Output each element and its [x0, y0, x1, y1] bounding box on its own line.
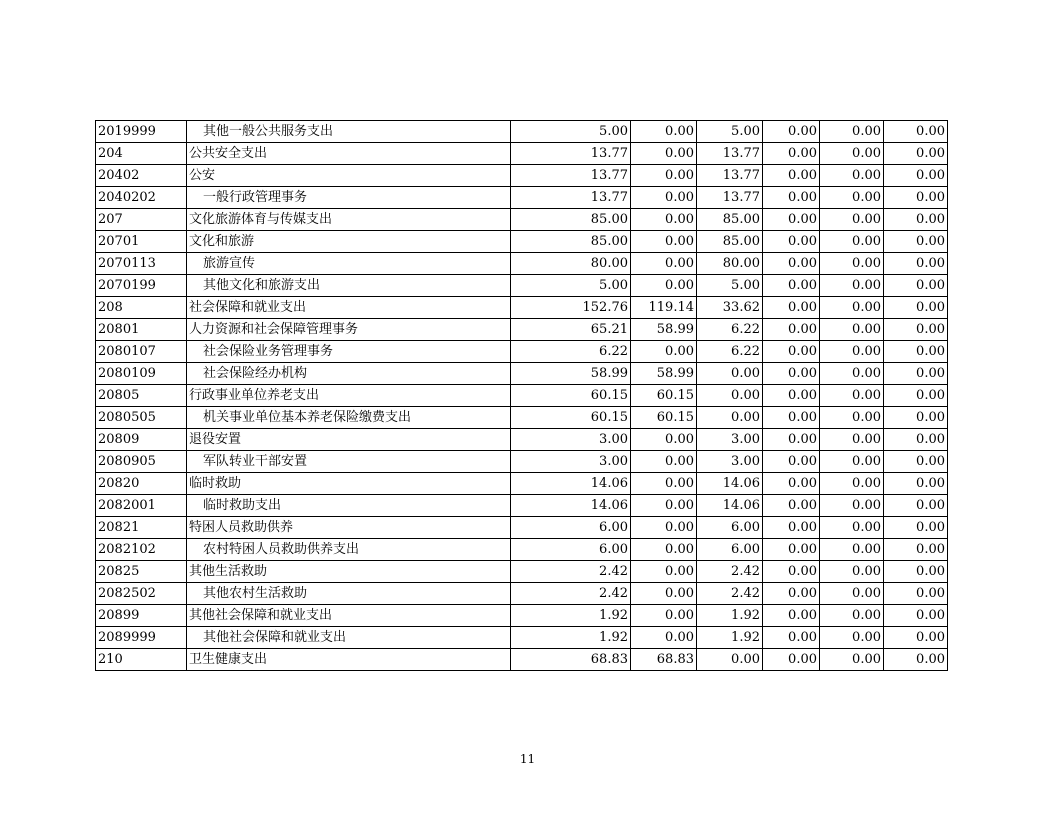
- amount-cell: 0.00: [820, 583, 884, 605]
- table-row: [96, 517, 948, 539]
- amount-cell: 0.00: [631, 495, 697, 517]
- amount-cell: 14.06: [511, 495, 631, 517]
- subject-code-cell: 2082001: [96, 495, 187, 517]
- page-number: 11: [519, 752, 536, 766]
- subject-code-cell: 20821: [96, 517, 187, 539]
- amount-cell: 14.06: [511, 473, 631, 495]
- amount-cell: 0.00: [884, 297, 948, 319]
- subject-name-cell: 其他生活救助: [187, 561, 511, 583]
- table-row: [96, 407, 948, 429]
- amount-cell: 0.00: [820, 341, 884, 363]
- amount-cell: 119.14: [631, 297, 697, 319]
- amount-cell: 1.92: [511, 605, 631, 627]
- amount-cell: 2.42: [511, 561, 631, 583]
- amount-cell: 0.00: [763, 319, 820, 341]
- amount-cell: 0.00: [884, 407, 948, 429]
- amount-cell: 0.00: [763, 363, 820, 385]
- amount-cell: 0.00: [820, 407, 884, 429]
- amount-cell: 0.00: [884, 231, 948, 253]
- subject-name-cell: 其他社会保障和就业支出: [187, 627, 511, 649]
- amount-cell: 0.00: [763, 275, 820, 297]
- amount-cell: 0.00: [820, 297, 884, 319]
- amount-cell: 0.00: [763, 451, 820, 473]
- table-row: [96, 605, 948, 627]
- subject-code-cell: 20809: [96, 429, 187, 451]
- table-row: [96, 253, 948, 275]
- amount-cell: 0.00: [763, 627, 820, 649]
- subject-code-cell: 20820: [96, 473, 187, 495]
- subject-name-cell: 文化和旅游: [187, 231, 511, 253]
- subject-name-cell: 临时救助: [187, 473, 511, 495]
- amount-cell: 0.00: [631, 209, 697, 231]
- table-row: [96, 187, 948, 209]
- amount-cell: 5.00: [697, 121, 763, 143]
- amount-cell: 1.92: [697, 627, 763, 649]
- table-row: [96, 583, 948, 605]
- amount-cell: 58.99: [631, 363, 697, 385]
- amount-cell: 0.00: [631, 605, 697, 627]
- amount-cell: 0.00: [884, 583, 948, 605]
- amount-cell: 5.00: [511, 275, 631, 297]
- amount-cell: 0.00: [884, 363, 948, 385]
- amount-cell: 6.00: [511, 517, 631, 539]
- subject-name-cell: 退役安置: [187, 429, 511, 451]
- amount-cell: 0.00: [884, 495, 948, 517]
- amount-cell: 0.00: [820, 385, 884, 407]
- table-row: [96, 209, 948, 231]
- amount-cell: 0.00: [631, 187, 697, 209]
- amount-cell: 6.00: [511, 539, 631, 561]
- subject-code-cell: 2080505: [96, 407, 187, 429]
- subject-name-cell: 其他一般公共服务支出: [187, 121, 511, 143]
- amount-cell: 85.00: [697, 209, 763, 231]
- amount-cell: 0.00: [820, 495, 884, 517]
- amount-cell: 0.00: [884, 341, 948, 363]
- subject-code-cell: 207: [96, 209, 187, 231]
- amount-cell: 0.00: [763, 143, 820, 165]
- amount-cell: 0.00: [884, 253, 948, 275]
- table-row: [96, 561, 948, 583]
- amount-cell: 0.00: [884, 451, 948, 473]
- amount-cell: 3.00: [697, 451, 763, 473]
- subject-code-cell: 20825: [96, 561, 187, 583]
- subject-name-cell: 机关事业单位基本养老保险缴费支出: [187, 407, 511, 429]
- subject-code-cell: 2040202: [96, 187, 187, 209]
- amount-cell: 60.15: [631, 407, 697, 429]
- amount-cell: 0.00: [820, 451, 884, 473]
- amount-cell: 0.00: [631, 275, 697, 297]
- amount-cell: 68.83: [631, 649, 697, 671]
- amount-cell: 2.42: [697, 561, 763, 583]
- subject-code-cell: 2082502: [96, 583, 187, 605]
- amount-cell: 0.00: [820, 187, 884, 209]
- subject-code-cell: 204: [96, 143, 187, 165]
- amount-cell: 13.77: [511, 165, 631, 187]
- amount-cell: 0.00: [763, 517, 820, 539]
- amount-cell: 0.00: [763, 187, 820, 209]
- table-row: [96, 143, 948, 165]
- subject-name-cell: 公共安全支出: [187, 143, 511, 165]
- subject-name-cell: 特困人员救助供养: [187, 517, 511, 539]
- amount-cell: 0.00: [884, 517, 948, 539]
- subject-code-cell: 20701: [96, 231, 187, 253]
- table-row: [96, 429, 948, 451]
- subject-code-cell: 210: [96, 649, 187, 671]
- amount-cell: 0.00: [820, 363, 884, 385]
- table-row: [96, 649, 948, 671]
- amount-cell: 0.00: [884, 187, 948, 209]
- table-row: [96, 363, 948, 385]
- subject-code-cell: 2080905: [96, 451, 187, 473]
- amount-cell: 0.00: [820, 253, 884, 275]
- amount-cell: 0.00: [884, 319, 948, 341]
- table-row: [96, 297, 948, 319]
- amount-cell: 0.00: [820, 649, 884, 671]
- subject-name-cell: 公安: [187, 165, 511, 187]
- amount-cell: 0.00: [763, 605, 820, 627]
- amount-cell: 13.77: [697, 143, 763, 165]
- amount-cell: 0.00: [820, 473, 884, 495]
- amount-cell: 6.22: [511, 341, 631, 363]
- amount-cell: 0.00: [763, 165, 820, 187]
- amount-cell: 13.77: [511, 143, 631, 165]
- amount-cell: 85.00: [511, 209, 631, 231]
- amount-cell: 80.00: [697, 253, 763, 275]
- amount-cell: 0.00: [763, 297, 820, 319]
- amount-cell: 0.00: [820, 627, 884, 649]
- amount-cell: 0.00: [820, 165, 884, 187]
- amount-cell: 6.00: [697, 517, 763, 539]
- amount-cell: 0.00: [763, 209, 820, 231]
- amount-cell: 85.00: [511, 231, 631, 253]
- amount-cell: 0.00: [763, 253, 820, 275]
- subject-code-cell: 2070199: [96, 275, 187, 297]
- amount-cell: 3.00: [511, 429, 631, 451]
- subject-code-cell: 2082102: [96, 539, 187, 561]
- amount-cell: 3.00: [697, 429, 763, 451]
- amount-cell: 0.00: [820, 209, 884, 231]
- amount-cell: 13.77: [511, 187, 631, 209]
- amount-cell: 0.00: [884, 165, 948, 187]
- amount-cell: 14.06: [697, 473, 763, 495]
- subject-code-cell: 20402: [96, 165, 187, 187]
- amount-cell: 0.00: [631, 165, 697, 187]
- amount-cell: 0.00: [631, 473, 697, 495]
- amount-cell: 0.00: [631, 517, 697, 539]
- amount-cell: 0.00: [697, 385, 763, 407]
- subject-name-cell: 军队转业干部安置: [187, 451, 511, 473]
- amount-cell: 0.00: [820, 121, 884, 143]
- table-row: [96, 451, 948, 473]
- subject-code-cell: 2089999: [96, 627, 187, 649]
- amount-cell: 0.00: [763, 561, 820, 583]
- amount-cell: 14.06: [697, 495, 763, 517]
- amount-cell: 60.15: [511, 407, 631, 429]
- table-body: [96, 121, 948, 671]
- amount-cell: 0.00: [820, 561, 884, 583]
- amount-cell: 0.00: [631, 143, 697, 165]
- amount-cell: 0.00: [631, 561, 697, 583]
- amount-cell: 0.00: [631, 539, 697, 561]
- subject-name-cell: 农村特困人员救助供养支出: [187, 539, 511, 561]
- amount-cell: 0.00: [820, 539, 884, 561]
- subject-name-cell: 旅游宣传: [187, 253, 511, 275]
- subject-code-cell: 2019999: [96, 121, 187, 143]
- table-row: [96, 385, 948, 407]
- amount-cell: 0.00: [631, 627, 697, 649]
- amount-cell: 152.76: [511, 297, 631, 319]
- amount-cell: 0.00: [820, 605, 884, 627]
- amount-cell: 0.00: [820, 275, 884, 297]
- amount-cell: 0.00: [884, 385, 948, 407]
- amount-cell: 0.00: [884, 121, 948, 143]
- amount-cell: 0.00: [884, 539, 948, 561]
- amount-cell: 5.00: [511, 121, 631, 143]
- amount-cell: 0.00: [763, 121, 820, 143]
- amount-cell: 0.00: [820, 517, 884, 539]
- subject-code-cell: 208: [96, 297, 187, 319]
- amount-cell: 6.22: [697, 319, 763, 341]
- amount-cell: 58.99: [511, 363, 631, 385]
- amount-cell: 0.00: [884, 627, 948, 649]
- subject-name-cell: 其他农村生活救助: [187, 583, 511, 605]
- amount-cell: 1.92: [511, 627, 631, 649]
- table-row: [96, 121, 948, 143]
- amount-cell: 0.00: [884, 275, 948, 297]
- amount-cell: 0.00: [763, 429, 820, 451]
- amount-cell: 0.00: [884, 649, 948, 671]
- amount-cell: 13.77: [697, 187, 763, 209]
- subject-code-cell: 20899: [96, 605, 187, 627]
- amount-cell: 0.00: [763, 341, 820, 363]
- amount-cell: 0.00: [697, 407, 763, 429]
- amount-cell: 2.42: [697, 583, 763, 605]
- table-row: [96, 319, 948, 341]
- amount-cell: 6.22: [697, 341, 763, 363]
- subject-code-cell: 20801: [96, 319, 187, 341]
- amount-cell: 0.00: [631, 341, 697, 363]
- table-row: [96, 165, 948, 187]
- amount-cell: 0.00: [763, 231, 820, 253]
- subject-name-cell: 临时救助支出: [187, 495, 511, 517]
- amount-cell: 0.00: [763, 539, 820, 561]
- amount-cell: 0.00: [763, 473, 820, 495]
- budget-table: [95, 120, 948, 671]
- subject-name-cell: 社会保障和就业支出: [187, 297, 511, 319]
- subject-code-cell: 2080107: [96, 341, 187, 363]
- subject-name-cell: 社会保险经办机构: [187, 363, 511, 385]
- amount-cell: 0.00: [631, 121, 697, 143]
- amount-cell: 0.00: [884, 143, 948, 165]
- subject-name-cell: 社会保险业务管理事务: [187, 341, 511, 363]
- amount-cell: 0.00: [631, 231, 697, 253]
- subject-code-cell: 2070113: [96, 253, 187, 275]
- amount-cell: 5.00: [697, 275, 763, 297]
- amount-cell: 0.00: [820, 319, 884, 341]
- amount-cell: 60.15: [631, 385, 697, 407]
- table-row: [96, 539, 948, 561]
- subject-name-cell: 人力资源和社会保障管理事务: [187, 319, 511, 341]
- amount-cell: 0.00: [763, 583, 820, 605]
- amount-cell: 0.00: [763, 495, 820, 517]
- amount-cell: 3.00: [511, 451, 631, 473]
- amount-cell: 0.00: [820, 231, 884, 253]
- subject-name-cell: 其他文化和旅游支出: [187, 275, 511, 297]
- subject-name-cell: 行政事业单位养老支出: [187, 385, 511, 407]
- amount-cell: 0.00: [884, 209, 948, 231]
- amount-cell: 68.83: [511, 649, 631, 671]
- subject-name-cell: 一般行政管理事务: [187, 187, 511, 209]
- subject-name-cell: 文化旅游体育与传媒支出: [187, 209, 511, 231]
- amount-cell: 6.00: [697, 539, 763, 561]
- amount-cell: 85.00: [697, 231, 763, 253]
- amount-cell: 0.00: [631, 583, 697, 605]
- amount-cell: 80.00: [511, 253, 631, 275]
- amount-cell: 2.42: [511, 583, 631, 605]
- table-row: [96, 275, 948, 297]
- amount-cell: 0.00: [631, 253, 697, 275]
- amount-cell: 0.00: [820, 429, 884, 451]
- amount-cell: 0.00: [763, 385, 820, 407]
- amount-cell: 33.62: [697, 297, 763, 319]
- amount-cell: 0.00: [631, 451, 697, 473]
- amount-cell: 0.00: [697, 363, 763, 385]
- subject-code-cell: 2080109: [96, 363, 187, 385]
- amount-cell: 0.00: [884, 429, 948, 451]
- table-row: [96, 473, 948, 495]
- subject-name-cell: 卫生健康支出: [187, 649, 511, 671]
- amount-cell: 0.00: [697, 649, 763, 671]
- amount-cell: 0.00: [884, 561, 948, 583]
- amount-cell: 0.00: [884, 605, 948, 627]
- table-row: [96, 495, 948, 517]
- amount-cell: 58.99: [631, 319, 697, 341]
- amount-cell: 0.00: [884, 473, 948, 495]
- table-row: [96, 627, 948, 649]
- amount-cell: 0.00: [763, 407, 820, 429]
- amount-cell: 65.21: [511, 319, 631, 341]
- amount-cell: 0.00: [820, 143, 884, 165]
- subject-name-cell: 其他社会保障和就业支出: [187, 605, 511, 627]
- amount-cell: 1.92: [697, 605, 763, 627]
- amount-cell: 0.00: [631, 429, 697, 451]
- amount-cell: 60.15: [511, 385, 631, 407]
- amount-cell: 13.77: [697, 165, 763, 187]
- table-row: [96, 341, 948, 363]
- amount-cell: 0.00: [763, 649, 820, 671]
- table-row: [96, 231, 948, 253]
- subject-code-cell: 20805: [96, 385, 187, 407]
